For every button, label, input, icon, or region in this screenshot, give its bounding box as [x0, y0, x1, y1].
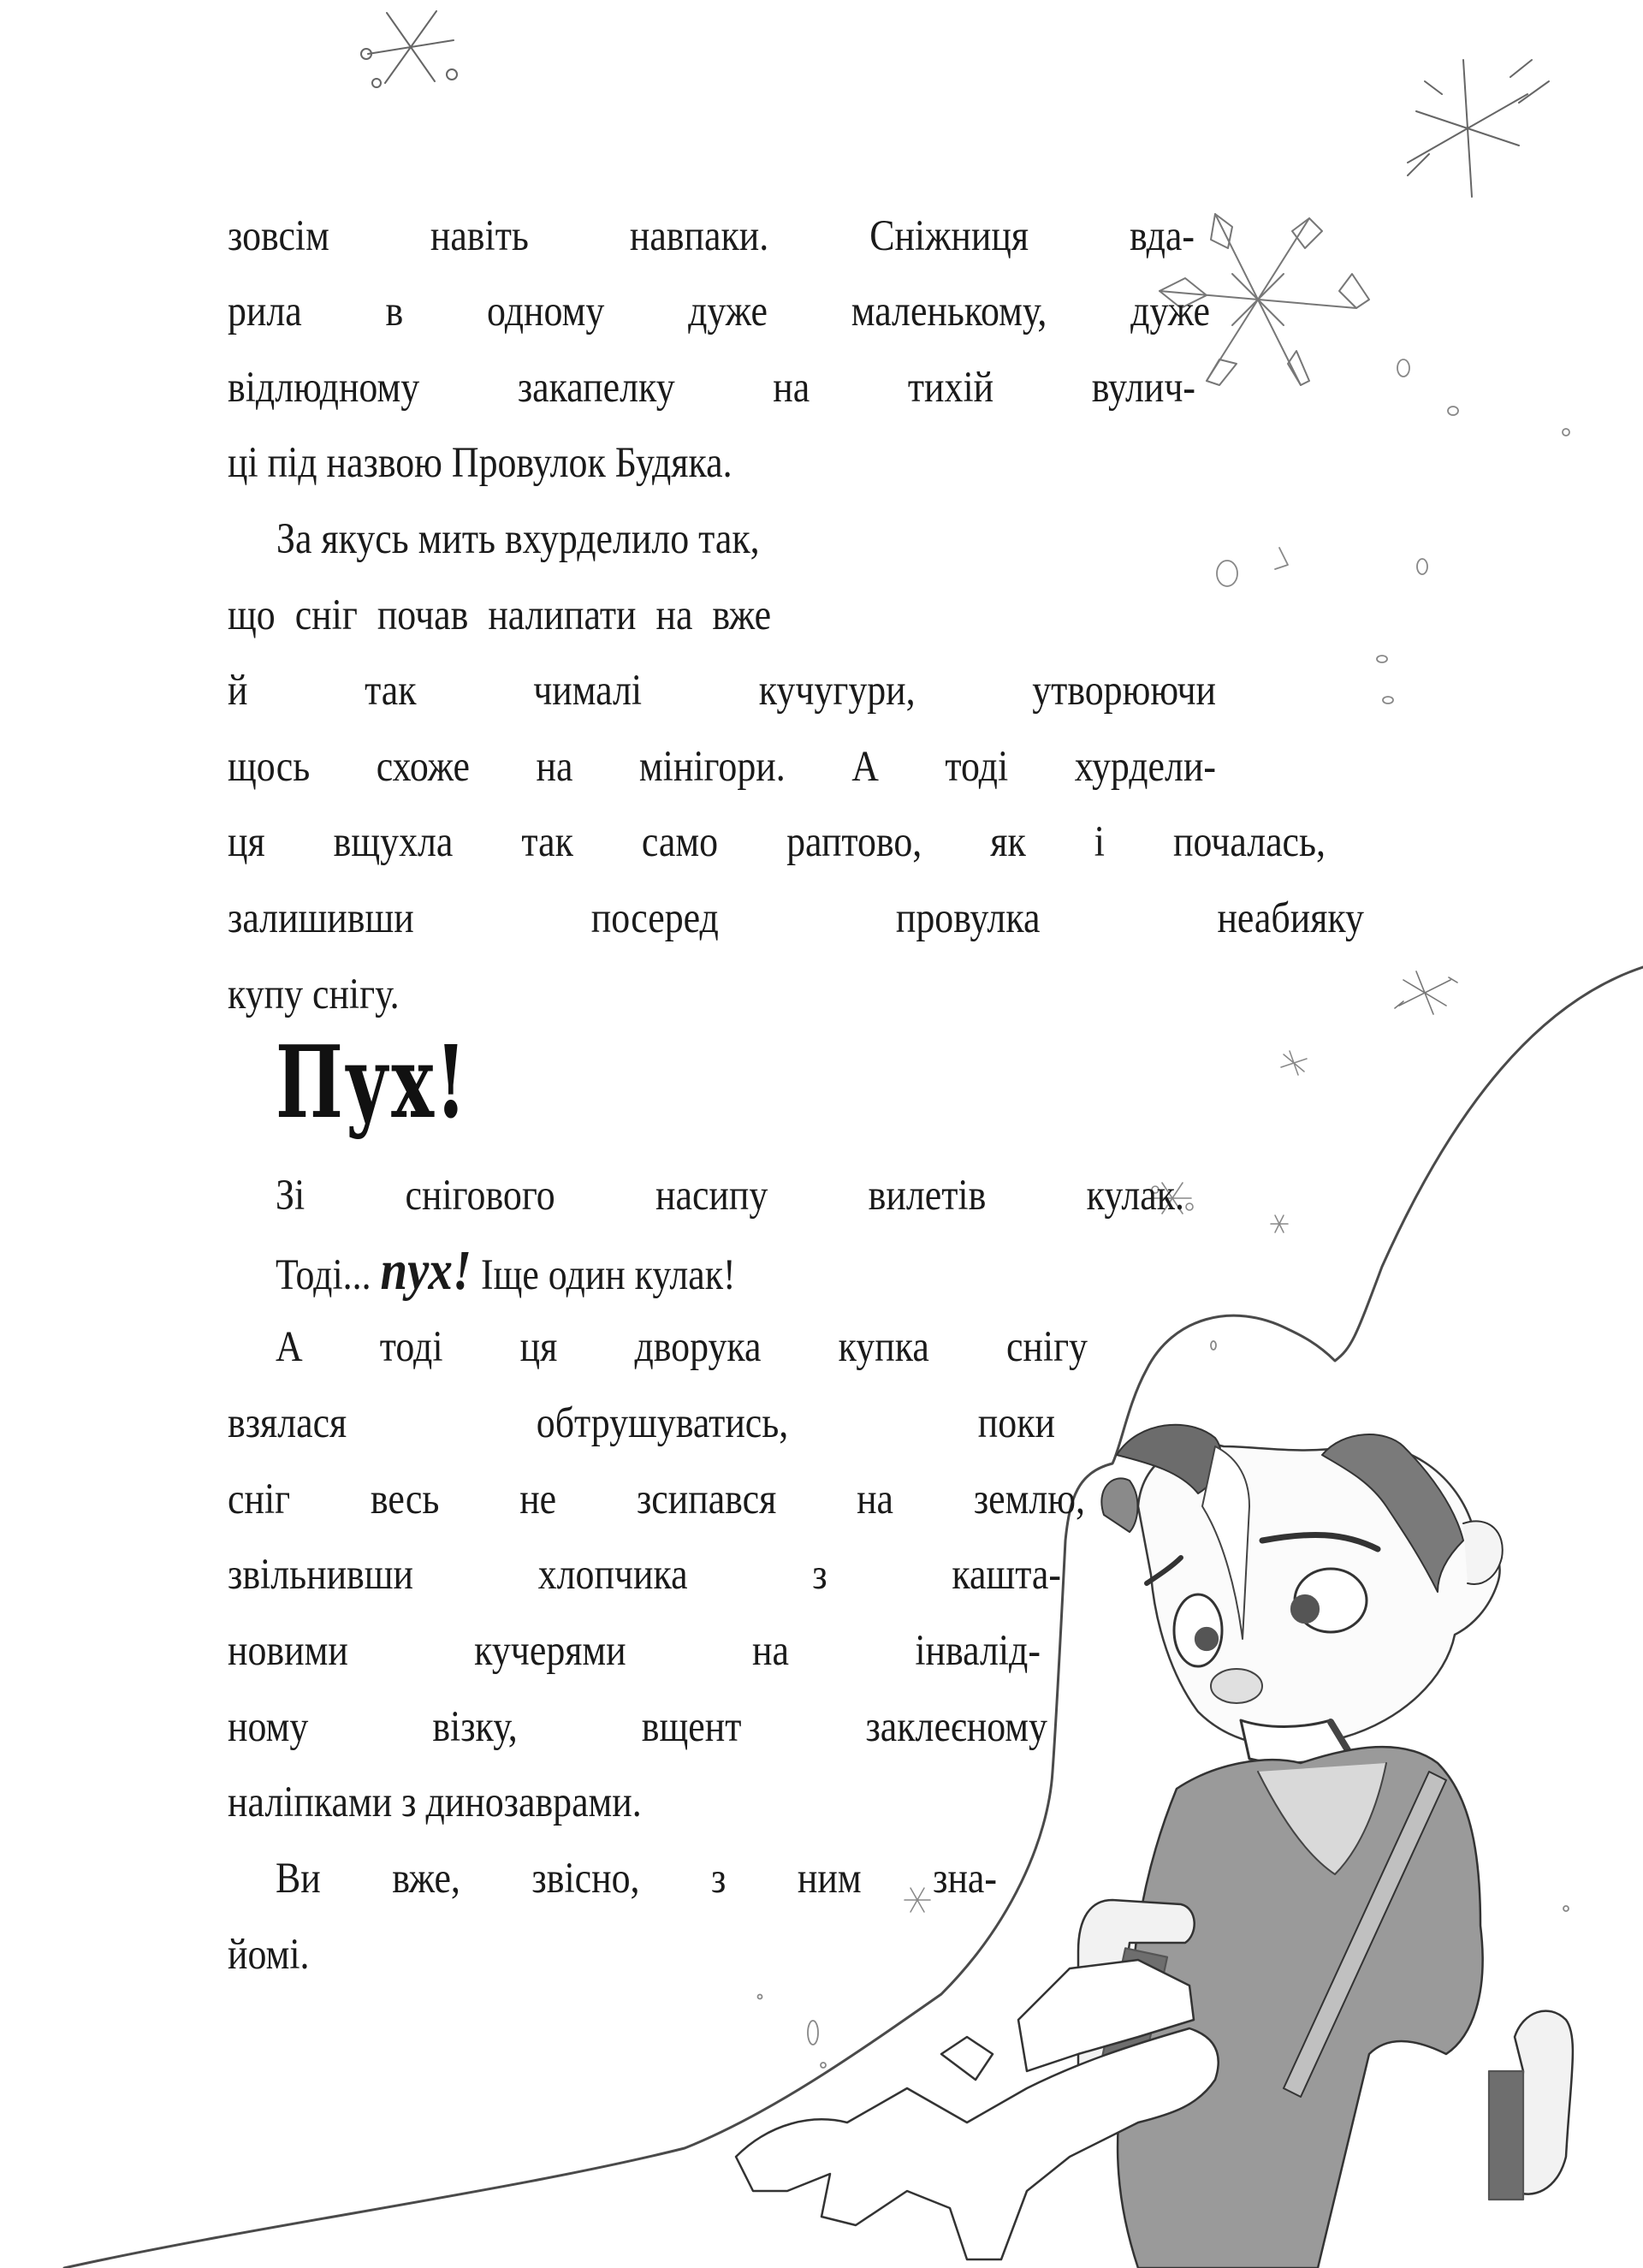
boy-head: [1101, 1425, 1502, 1763]
snowflake-icon: [361, 11, 457, 87]
text-fragment: Тоді...: [276, 1251, 381, 1299]
text-line: купу снігу.: [228, 971, 400, 1018]
snowflake-icon: [1281, 1051, 1307, 1075]
text-line: За якусь мить вхурделило так,: [276, 515, 760, 563]
text-fragment: Іще один кулак!: [472, 1251, 736, 1299]
text-line: відлюдному закапелку на тихій вулич-: [228, 364, 1195, 412]
text-line: ці під назвою Провулок Будяка.: [228, 439, 733, 487]
text-line: наліпками з динозаврами.: [228, 1778, 642, 1826]
text-line: й так чималі кучугури, утворюючи: [228, 667, 1216, 715]
text-line: зовсім навіть навпаки. Сніжниця вда-: [228, 212, 1195, 260]
text-line: йомі.: [228, 1931, 310, 1979]
snowflake-icon: [1395, 971, 1457, 1014]
text-line: щось схоже на мінігори. А тоді хурдели-: [228, 743, 1216, 791]
snowflake-icon: [1408, 60, 1549, 197]
text-line: новими кучерями на інвалід-: [228, 1627, 1041, 1675]
snowflake-icon: [1271, 1215, 1288, 1232]
text-line: взялася обтрушуватись, поки: [228, 1399, 1055, 1447]
text-line: [276, 1239, 1061, 1303]
text-line: А тоді ця дворука купка снігу: [276, 1323, 1088, 1371]
text-line: Ви вже, звісно, з ним зна-: [276, 1855, 997, 1903]
text-line: рила в одному дуже маленькому, дуже: [228, 288, 1210, 335]
inline-sound-effect: пух!: [380, 1239, 472, 1302]
text-line: що сніг почав налипати на вже: [228, 591, 772, 639]
text-line: звільнивши хлопчика з кашта-: [228, 1551, 1061, 1599]
text-line: сніг весь не зсипався на землю,: [228, 1475, 1085, 1523]
text-line: ця вщухла так само раптово, як і почалась,: [228, 818, 1326, 866]
sound-effect-heading: Пух!: [276, 1024, 468, 1141]
text-line: Зі снігового насипу вилетів кулак.: [276, 1172, 1184, 1220]
text-line: залишивши посеред провулка неабияку: [228, 894, 1364, 942]
text-line: ному візку, вщент заклеєному: [228, 1703, 1047, 1751]
